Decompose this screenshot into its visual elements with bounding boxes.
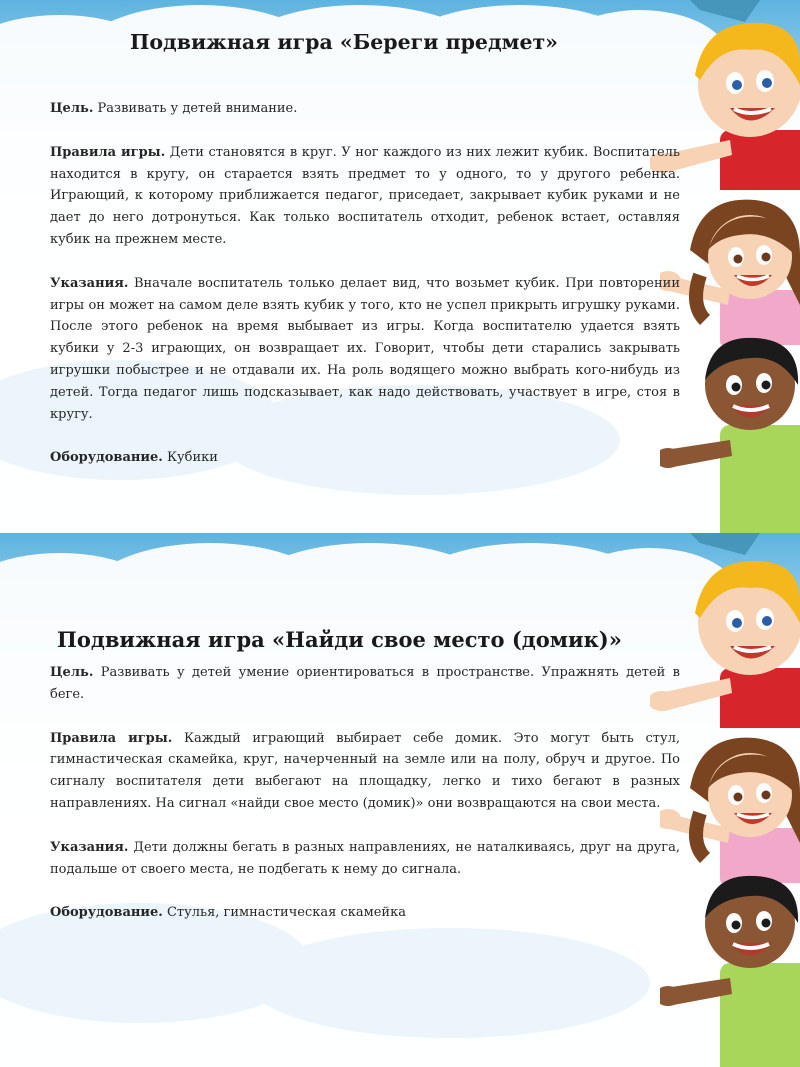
equipment-label: Оборудование. [50, 905, 163, 921]
rules-paragraph [50, 728, 680, 815]
kid-dark-boy [660, 868, 800, 1067]
rules-label: Правила игры. [50, 144, 166, 160]
notes-paragraph [50, 837, 680, 881]
goal-text: Развивать у детей внимание. [93, 101, 298, 116]
rules-text: Каждый играющий выбирает себе домик. Это могут быть стул, гимнастическая скамейка, круг, начерченный на земле или на полу, обруч и другое. По сигналу воспитателя дети выбегают на площадку, легко и тихо бегают в разных направлениях. На сигнал «найди свое место (домик)» они возвращаются на свои места. [50, 730, 680, 811]
game-title: Подвижная игра «Найди свое место (домик)» [57, 627, 622, 652]
equipment-text: Кубики [162, 450, 218, 466]
game-card-2 [0, 533, 800, 1067]
goal-label: Цель. [50, 665, 94, 680]
notes-label: Указания. [50, 275, 129, 291]
game-card-1 [0, 0, 800, 533]
equipment-paragraph [50, 902, 680, 924]
equipment-label: Оборудование. [50, 450, 163, 466]
goal-label: Цель. [50, 101, 94, 116]
kid-brown-girl [660, 733, 800, 883]
equipment-paragraph [50, 447, 680, 469]
rules-label: Правила игры. [50, 730, 173, 746]
game-description [50, 662, 680, 946]
kid-dark-boy [660, 330, 800, 533]
kid-brown-girl [660, 195, 800, 345]
goal-text: Развивать у детей умение ориентироваться в пространстве. Упражнять детей в беге. [50, 665, 680, 702]
rules-paragraph [50, 142, 680, 251]
rules-text: Дети становятся в круг. У ног каждого из них лежит кубик. Воспитатель находится в кругу, он старается взять предмет то у одного, то у другого ребенка. Играющий, к которому приближается педагог, приседает, закрывает кубик руками и не дает до него дотронуться. Как только воспитатель отходит, ребенок встает, оставляя кубик на прежнем месте. [50, 144, 680, 247]
notes-paragraph [50, 273, 680, 426]
game-description [50, 98, 680, 491]
notes-text: Дети должны бегать в разных направлениях, не наталкиваясь, друг на друга, подальше от своего места, не подбегать к нему до сигнала. [50, 839, 680, 877]
equipment-text: Стулья, гимнастическая скамейка [162, 905, 406, 921]
game-title: Подвижная игра «Береги предмет» [130, 30, 558, 54]
goal-paragraph [50, 662, 680, 706]
notes-text: Вначале воспитатель только делает вид, что возьмет кубик. При повторении игры он может на самом деле взять кубик у того, кто не успел прикрыть игрушку руками. После этого ребенок на время выбывает из игры. Когда воспитателю удается взять кубики у 2-3 играющих, он возвращает их. Говорит, чтобы дети старались закрывать игрушки побыстрее и не отдавали их. На роль водящего можно выбрать кого-нибудь из детей. Тогда педагог лишь подсказывает, как надо действовать, участвует в игре, стоя в кругу. [50, 275, 680, 422]
notes-label: Указания. [50, 839, 129, 855]
goal-paragraph [50, 98, 680, 120]
